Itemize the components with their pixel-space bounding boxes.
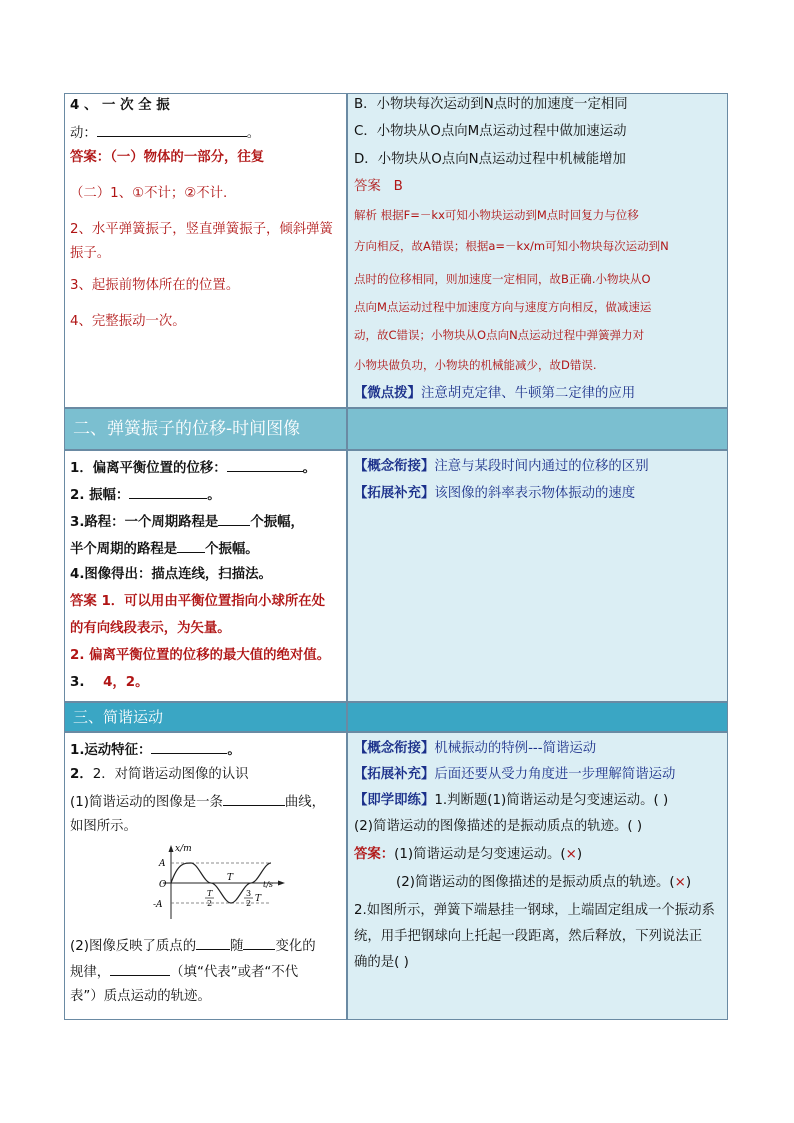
answer-line-1: 答案：（一）物体的一部分，往复 (70, 150, 265, 165)
graph-T: T (227, 873, 234, 883)
section2-body (64, 450, 728, 702)
s2-q1: 1．偏离平衡位置的位移： 。 (70, 457, 316, 479)
section3-title: 三、简谐运动 (73, 708, 164, 726)
s3-q2-line1: 2.如图所示，弹簧下端悬挂一钢球，上端固定组成一个振动系 (354, 903, 715, 918)
answer-b: 答案 B (354, 179, 403, 194)
section3-body (64, 732, 728, 1020)
s3-q3: (1)简谐运动的图像是一条 曲线， (70, 791, 325, 813)
section3-left-cell (64, 732, 347, 1020)
section2-header (64, 408, 728, 450)
graph-t3-d: 2 (246, 899, 252, 908)
s2-q3b: 半个周期的路程是 个振幅。 (70, 538, 259, 560)
section2-title: 二、弹簧振子的位移-时间图像 (73, 419, 301, 439)
s3-q2: 2．2．对简谐运动图像的认识 (70, 767, 249, 782)
s3-q2-line3: 确的是( ) (354, 955, 409, 970)
explanation-6: 小物块做负功，小物块的机械能减少，故D错误. (354, 358, 597, 372)
s3-q4: 如图所示。 (70, 819, 137, 834)
tip-line: 【微点拨】注意胡克定律、牛顿第二定律的应用 (354, 386, 636, 401)
graph-O: O (159, 880, 167, 890)
section3-right-cell (347, 732, 728, 1020)
s2-concept: 【概念衔接】注意与某段时间内通过的位移的区别 (354, 459, 649, 474)
s2-q3: 3.路程：一个周期路程是 个振幅， (70, 511, 304, 533)
section3-header (64, 702, 728, 732)
s3-q1: 1.运动特征： 。 (70, 739, 241, 761)
s3-answer-2: (2)简谐运动的图像描述的是振动质点的轨迹。(×) (396, 875, 692, 890)
answer-line-3b: 振子。 (70, 246, 111, 261)
graph-thalf-n: T (207, 889, 213, 898)
explanation-4: 点向M点运动过程中加速度方向与速度方向相反，做减速运 (354, 300, 652, 314)
s2-q2: 2. 振幅： 。 (70, 484, 221, 506)
option-b: B．小物块每次运动到N点时的加速度一定相同 (354, 97, 628, 112)
explanation-1: 解析 根据F=－kx可知小物块运动到M点时回复力与位移 (354, 208, 639, 222)
s2-q4: 4.图像得出：描点连线，扫描法。 (70, 567, 272, 582)
row1-right-cell (347, 93, 728, 408)
graph-thalf-d: 2 (207, 899, 213, 908)
s3-concept: 【概念衔接】机械振动的特例---简谐运动 (354, 741, 597, 756)
content-table (64, 93, 728, 1020)
s3-q7: 表”）质点运动的轨迹。 (70, 989, 211, 1004)
option-c: C．小物块从O点向M点运动过程中做加速运动 (354, 124, 627, 139)
s2-extension: 【拓展补充】该图像的斜率表示物体振动的速度 (354, 486, 636, 501)
answer-line-5: 4、完整振动一次。 (70, 314, 186, 329)
s3-answer-1: 答案：(1)简谐运动是匀变速运动。(×) (354, 847, 583, 862)
row1-left-cell (64, 93, 347, 408)
s2-a1: 答案 1．可以用由平衡位置指向小球所在处 (70, 594, 326, 609)
row-vibration (64, 93, 728, 408)
s3-practice-2: (2)简谐运动的图像描述的是振动质点的轨迹。( ) (354, 819, 643, 834)
graph-xlabel: t/s (263, 880, 274, 889)
explanation-5: 动，故C错误；小物块从O点向N点运动过程中弹簧弹力对 (354, 328, 645, 342)
graph-t3-n: 3 (246, 889, 252, 898)
s2-a1b: 的有向线段表示，为矢量。 (70, 621, 231, 636)
answer-line-4: 3、起振前物体所在的位置。 (70, 278, 240, 293)
s3-q6: 规律， （填“代表”或者“不代 (70, 961, 298, 983)
graph-A: A (159, 859, 166, 869)
y-arrow-icon (169, 845, 174, 852)
section2-right-cell (347, 450, 728, 702)
x-arrow-icon (278, 881, 285, 886)
fill-line-4: 4 、 一 次 全 振 (70, 98, 170, 113)
sine-graph (151, 841, 351, 923)
explanation-2: 方向相反，故A错误；根据a=－kx/m可知小物块每次运动到N (354, 239, 669, 253)
s3-q5: (2)图像反映了质点的 随 变化的 (70, 935, 316, 957)
graph-ylabel: x/m (175, 844, 192, 854)
answer-line-2: （二）1、①不计；②不计. (70, 186, 228, 201)
answer-line-3: 2、水平弹簧振子，竖直弹簧振子，倾斜弹簧 (70, 222, 333, 237)
s3-practice: 【即学即练】1.判断题(1)简谐运动是匀变速运动。( ) (354, 793, 669, 808)
s3-q2-line2: 统，用手把钢球向上托起一段距离，然后释放，下列说法正 (354, 929, 703, 944)
s3-extension: 【拓展补充】后面还要从受力角度进一步理解简谐运动 (354, 767, 676, 782)
s2-a2: 2. 偏离平衡位置的位移的最大值的绝对值。 (70, 648, 331, 663)
graph-negA: -A (153, 900, 163, 910)
explanation-3: 点时的位移相同，则加速度一定相同，故B正确.小物块从O (354, 272, 651, 286)
graph-t3-t: T (255, 894, 262, 904)
s2-a3: 3. 4，2。 (70, 675, 149, 690)
section2-left-cell (64, 450, 347, 702)
option-d: D．小物块从O点向N点运动过程中机械能增加 (354, 152, 626, 167)
fill-line-4b: 动： 。 (70, 122, 260, 144)
